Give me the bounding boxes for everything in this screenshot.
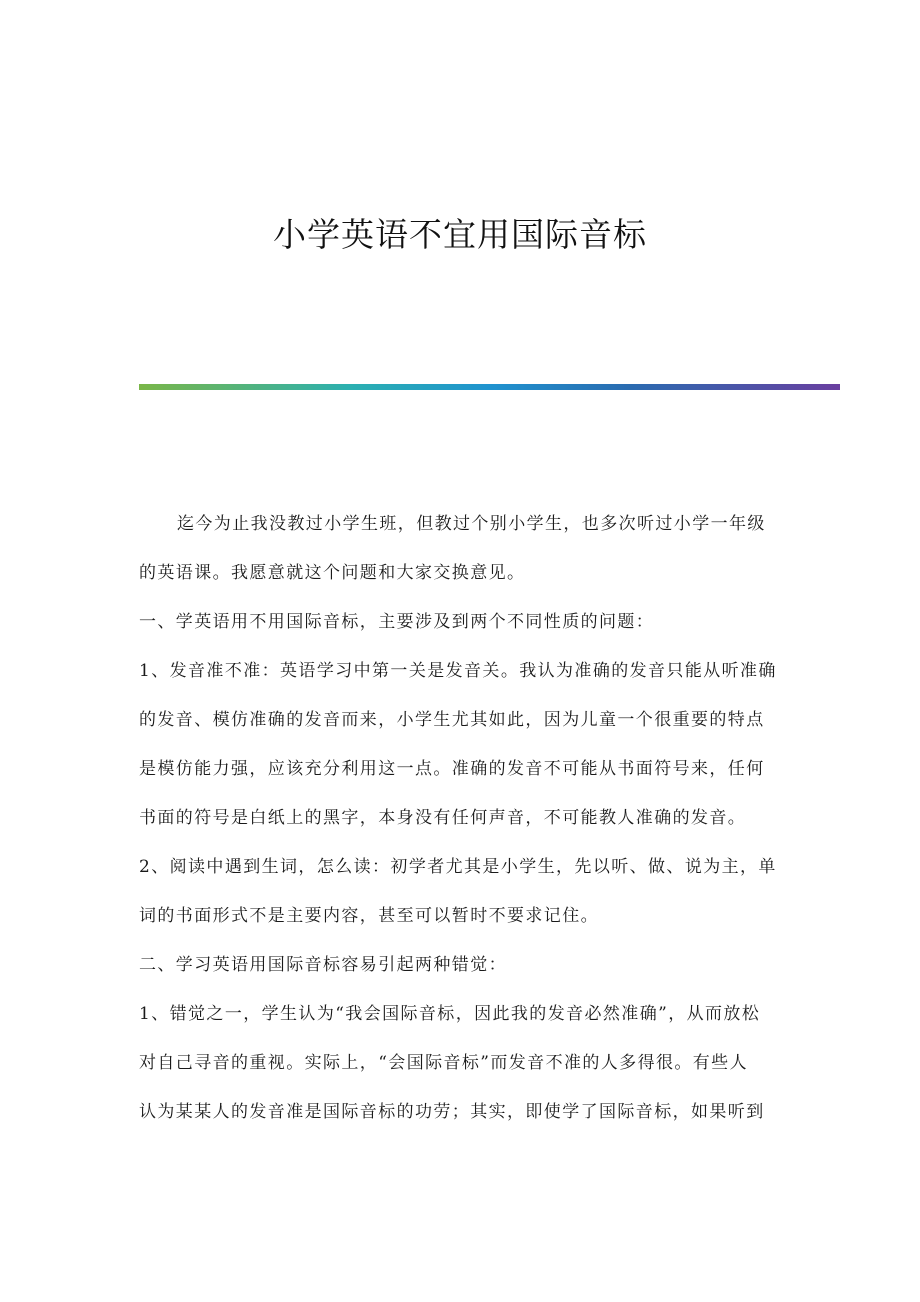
paragraph: [139, 610, 779, 635]
document-body: [139, 512, 779, 1149]
text-line: 词的书面形式不是主要内容，甚至可以暂时不要求记住。: [139, 906, 599, 926]
text-line: 的英语课。我愿意就这个问题和大家交换意见。: [139, 563, 526, 583]
text-line: 1、发音准不准：英语学习中第一关是发音关。我认为准确的发音只能从听准确: [139, 661, 777, 681]
text-line: 认为某某人的发音准是国际音标的功劳；其实，即使学了国际音标，如果听到: [139, 1102, 765, 1122]
paragraph: [139, 1002, 779, 1125]
paragraph: [139, 659, 779, 831]
paragraph: [139, 512, 779, 586]
text-line: 对自己寻音的重视。实际上，“会国际音标”而发音不准的人多得很。有些人: [139, 1053, 748, 1073]
document-title: 小学英语不宜用国际音标: [273, 215, 647, 254]
text-line: 1、错觉之一，学生认为“我会国际音标，因此我的发音必然准确”，从而放松: [139, 1004, 761, 1024]
text-line: 是模仿能力强，应该充分利用这一点。准确的发音不可能从书面符号来，任何: [139, 759, 765, 779]
text-line: 书面的符号是白纸上的黑字，本身没有任何声音，不可能教人准确的发音。: [139, 808, 747, 828]
text-line: 的发音、模仿准确的发音而来，小学生尤其如此，因为儿童一个很重要的特点: [139, 710, 765, 730]
text-line: 迄今为止我没教过小学生班，但教过个别小学生，也多次听过小学一年级: [177, 514, 766, 534]
title-divider: [139, 384, 840, 390]
paragraph: [139, 855, 779, 929]
paragraph: [139, 953, 779, 978]
text-line: 二、学习英语用国际音标容易引起两种错觉：: [139, 955, 507, 975]
text-line: 2、阅读中遇到生词，怎么读：初学者尤其是小学生，先以听、做、说为主，单: [139, 857, 777, 877]
text-line: 一、学英语用不用国际音标，主要涉及到两个不同性质的问题：: [139, 612, 655, 632]
